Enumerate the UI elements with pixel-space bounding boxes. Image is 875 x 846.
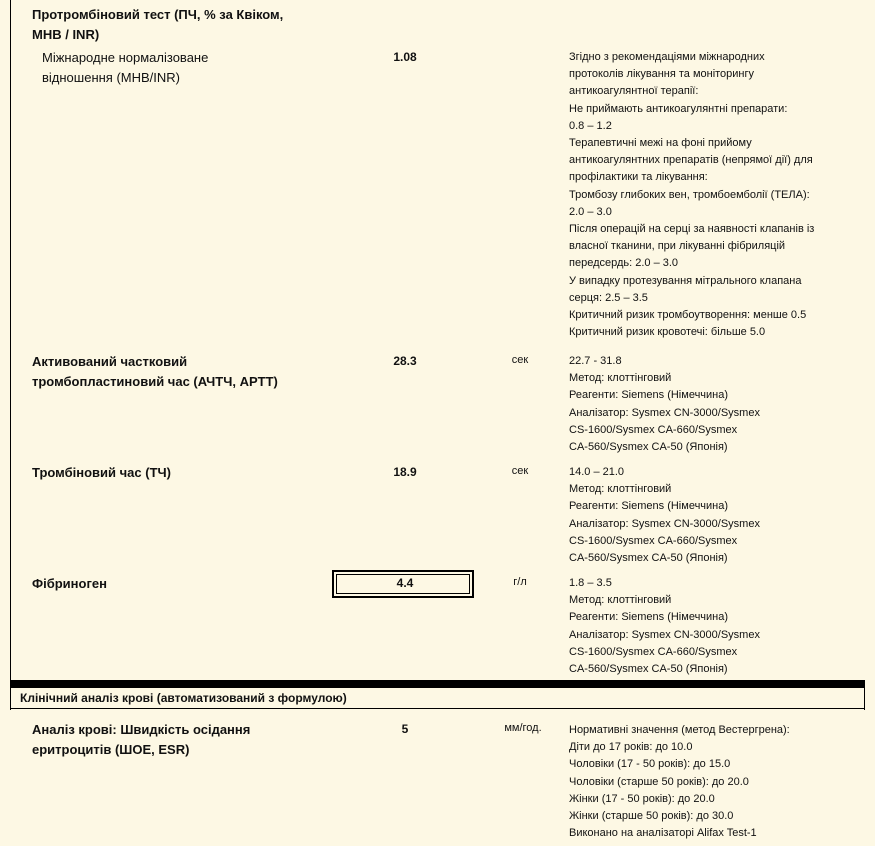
test-unit-aptt: сек	[511, 354, 529, 366]
reference-esr: Нормативні значення (метод Вестергрена): Діти до 17 років: до 10.0 Чоловіки (17 - 50 років): до 15.0 Чоловіки (старше 50 років): до 20.0 Жінки (17 - 50 років): до 20.0 Жінки (старше 50 років): до 30.0 Виконано на аналізаторі Alifax Test-1	[569, 724, 790, 840]
section-header-left-border	[10, 688, 11, 710]
test-value-fibrinogen: 4.4	[396, 576, 414, 590]
test-value-esr: 5	[401, 722, 409, 736]
test-unit-esr: мм/год.	[504, 722, 542, 734]
test-unit-thrombin-time: сек	[511, 465, 529, 477]
test-name-esr: Аналіз крові: Швидкість осідання еритроцитів (ШОЕ, ESR)	[32, 722, 251, 757]
section-title-prothrombin: Протромбіновий тест (ПЧ, % за Квіком, МНВ / INR)	[32, 7, 284, 42]
reference-aptt: 22.7 - 31.8 Метод: клоттінговий Реагенти: Siemens (Німеччина) Аналізатор: Sysmex CN-3000/Sysmex CS-1600/Sysmex CA-660/Sysmex CA-560/Sysmex CA-50 (Японія)	[569, 355, 760, 454]
test-name-aptt: Активований частковий тромбопластиновий час (АЧТЧ, APTT)	[32, 354, 278, 389]
test-value-inr: 1.08	[393, 50, 417, 64]
test-name-inr: Міжнародне нормалізоване відношення (МНВ/INR)	[42, 50, 209, 85]
test-value-thrombin-time: 18.9	[393, 465, 417, 479]
reference-thrombin-time: 14.0 – 21.0 Метод: клоттінговий Реагенти: Siemens (Німеччина) Аналізатор: Sysmex CN-3000/Sysmex CS-1600/Sysmex CA-660/Sysmex CA-560/Sysmex CA-50 (Японія)	[569, 466, 760, 565]
test-unit-fibrinogen: г/л	[513, 576, 527, 588]
table-left-border	[10, 0, 11, 700]
test-name-fibrinogen: Фібриноген	[32, 576, 107, 591]
reference-inr: Згідно з рекомендаціями міжнародних протоколів лікування та моніторингу антикоагулянтної терапії: Не приймають антикоагулянтні препарати: 0.8 – 1.2 Терапевтичні межі на фоні прийому антикоагулянтних препаратів (непрямої дії) для профілактики та лікування: Тромбозу глибоких вен, тромбоемболії (ТЕЛА): 2.0 – 3.0 Після операцій на серці за наявності клапанів із власної тканини, при лікуванні фібриляцій передсердь: 2.0 – 3.0 У випадку протезування мітрального клапана серця: 2.5 – 3.5 Критичний ризик тромбоутворення: менше 0.5 Критичний ризик кровотечі: більше 5.0	[569, 51, 815, 339]
section-title-blood-analysis: Клінічний аналіз крові (автоматизований з формулою)	[20, 691, 347, 705]
test-value-aptt: 28.3	[393, 354, 417, 368]
reference-fibrinogen: 1.8 – 3.5 Метод: клоттінговий Реагенти: Siemens (Німеччина) Аналізатор: Sysmex CN-3000/Sysmex CS-1600/Sysmex CA-660/Sysmex CA-560/Sysmex CA-50 (Японія)	[569, 577, 760, 676]
section-divider-thick	[10, 680, 865, 688]
test-name-thrombin-time: Тромбіновий час (ТЧ)	[32, 465, 171, 480]
section-divider-thin	[10, 708, 865, 709]
section-header-right-border	[864, 688, 865, 710]
